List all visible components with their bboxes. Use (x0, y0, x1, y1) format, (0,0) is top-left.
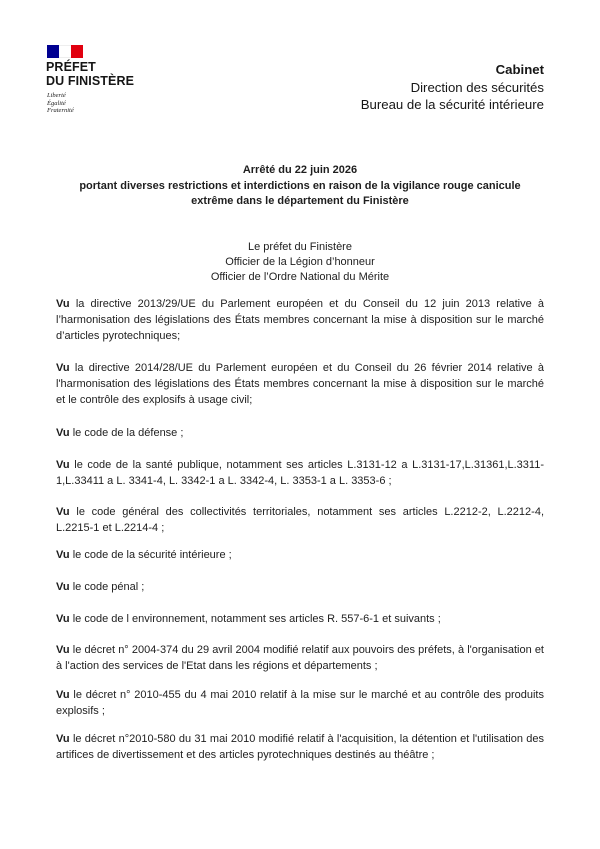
decree-title-date: Arrêté du 22 juin 2026 (242, 164, 358, 176)
visa-paragraph (56, 687, 544, 719)
vu-label: Vu (56, 644, 70, 656)
vu-label: Vu (56, 689, 70, 701)
visa-paragraph (56, 642, 544, 674)
issuing-service (361, 61, 544, 114)
motto-liberte: Liberté (47, 92, 66, 99)
visa-paragraph (56, 360, 544, 408)
vu-label: Vu (56, 613, 70, 625)
french-flag-logo (47, 45, 83, 58)
decree-title-subject-2: extrême dans le département du Finistère (191, 195, 409, 207)
visa-text: la directive 2013/29/UE du Parlement européen et du Conseil du 12 juin 2013 relative à l’harmonisation des législations des États membres concernant la mise à disposition sur le marché d’articles pyrotechniques; (56, 298, 545, 342)
vu-label: Vu (56, 549, 70, 561)
vu-label: Vu (56, 298, 70, 310)
visa-text: le code général des collectivités territoriales, notamment ses articles L.2212-2, L.2212-4, L.2215-1 et L.2214-4 ; (56, 506, 544, 534)
visa-text: le code de l environnement, notamment ses articles R. 557-6-1 et suivants ; (72, 613, 441, 625)
visa-paragraph (56, 579, 544, 595)
visa-paragraph (56, 504, 544, 536)
motto-fraternite: Fraternité (47, 107, 74, 114)
vu-label: Vu (56, 362, 70, 374)
republic-motto (47, 92, 74, 115)
decree-title-subject-1: portant diverses restrictions et interdictions en raison de la vigilance rouge canicule (79, 179, 521, 192)
visa-paragraph (56, 611, 544, 627)
service-cabinet: Cabinet (495, 62, 544, 77)
visa-text: le code pénal ; (72, 581, 145, 593)
visa-paragraph (56, 296, 544, 344)
visa-text: le code de la défense ; (72, 427, 184, 439)
authority-block (56, 240, 544, 285)
visa-text: le code de la sécurité intérieure ; (72, 549, 232, 561)
visa-paragraph (56, 425, 544, 441)
prefet-line-1: PRÉFET (46, 60, 96, 74)
visa-paragraph (56, 731, 544, 763)
vu-label: Vu (56, 581, 70, 593)
motto-egalite: Égalité (47, 99, 66, 107)
visa-paragraph (56, 457, 544, 489)
authority-legion-honneur: Officier de la Légion d’honneur (225, 256, 375, 268)
authority-prefet: Le préfet du Finistère (248, 241, 352, 253)
vu-label: Vu (56, 506, 70, 518)
prefet-line-2: DU FINISTÈRE (46, 74, 135, 88)
service-direction: Direction des sécurités (410, 79, 544, 95)
visa-text: le décret n°2010-580 du 31 mai 2010 modifié relatif à l'acquisition, la détention et l'utilisation des artifices de divertissement et des articles pyrotechniques destinés au théâtre ; (56, 733, 544, 761)
visa-text: le décret n° 2010-455 du 4 mai 2010 relatif à la mise sur le marché et au contrôle des produits explosifs ; (56, 689, 544, 717)
vu-label: Vu (56, 733, 70, 745)
visa-text: la directive 2014/28/UE du Parlement européen et du Conseil du 26 février 2014 relative à l'harmonisation des législations des États membres concernant la mise à disposition sur le marché et le contrôle des explosifs à usage civil; (56, 362, 544, 406)
vu-label: Vu (56, 427, 70, 439)
vu-label: Vu (56, 459, 70, 471)
prefecture-name (46, 60, 134, 88)
authority-ordre-merite: Officier de l’Ordre National du Mérite (210, 271, 390, 283)
visa-paragraph (56, 547, 544, 563)
decree-title (56, 163, 544, 210)
visa-text: le code de la santé publique, notamment ses articles L.3131-12 a L.3131-17,L.31361,L.3311-1,L.33411 a L. 3341-4, L. 3342-1 a L. 3342-4, L. 3353-1 a L. 3353-6 ; (56, 459, 544, 487)
service-bureau: Bureau de la sécurité intérieure (360, 97, 544, 112)
visa-text: le décret n° 2004-374 du 29 avril 2004 modifié relatif aux pouvoirs des préfets, à l'organisation et à l'action des services de l'Etat dans les régions et départements ; (56, 644, 544, 672)
